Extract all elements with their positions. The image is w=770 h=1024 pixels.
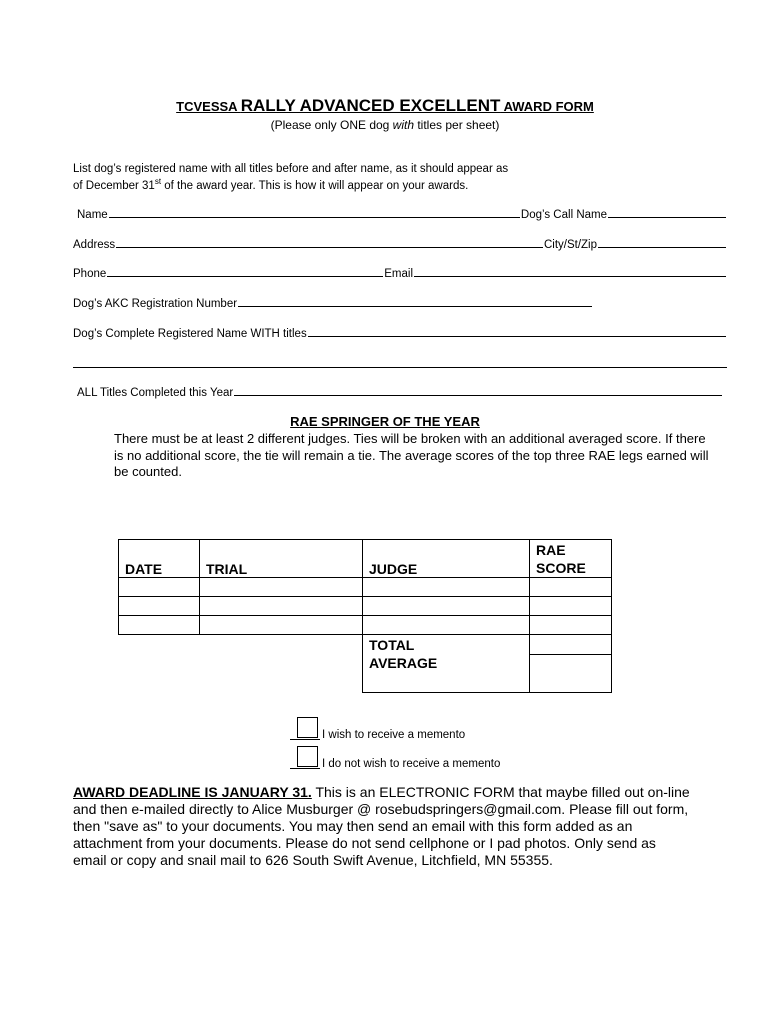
table-cell[interactable] — [119, 597, 200, 616]
address-label: Address — [73, 239, 116, 251]
call-name-field[interactable] — [608, 216, 726, 218]
table-cell[interactable] — [119, 578, 200, 597]
table-cell[interactable] — [200, 578, 363, 597]
name-field[interactable] — [109, 216, 520, 218]
name-label: Name — [77, 209, 108, 221]
phone-label: Phone — [73, 268, 107, 280]
memento-no-row — [290, 744, 500, 770]
memento-yes-checkbox[interactable] — [297, 717, 318, 738]
address-row — [73, 235, 727, 251]
instructions-line-2: of December 31st of the award year. This is how it will appear on your awards. — [73, 177, 469, 192]
city-st-zip-field[interactable] — [598, 246, 726, 248]
rae-score-table — [118, 539, 612, 693]
call-name-label: Dog’s Call Name — [520, 209, 607, 221]
table-cell[interactable] — [200, 616, 363, 635]
table-cell[interactable] — [530, 578, 612, 597]
registered-name-row — [73, 324, 727, 340]
average-label: AVERAGE — [363, 655, 530, 693]
instructions-line-1: List dog’s registered name with all titles before and after name, as it should appear as — [73, 163, 509, 175]
date-header: DATE — [119, 540, 200, 578]
registered-name-label: Dog’s Complete Registered Name WITH titles — [73, 328, 307, 340]
registered-name-field[interactable] — [308, 335, 726, 337]
name-row — [73, 205, 727, 221]
judge-header: JUDGE — [363, 540, 530, 578]
table-cell[interactable] — [530, 597, 612, 616]
deadline-paragraph — [73, 784, 693, 869]
address-field[interactable] — [116, 246, 543, 248]
deadline-text: This is an ELECTRONIC FORM that maybe filled out on-line and then e-mailed directly to Alice Musburger @ rosebudspringers@gmail.com. Please fill out form, then "save as" to your documents. You may then send an email with this form added as an attachment from your documents. Please do not send cellphone or I pad photos. Only send as email or copy and snail mail to 626 South Swift Avenue, Litchfield, MN 55355. — [73, 784, 690, 868]
phone-row — [73, 264, 727, 280]
akc-row — [73, 294, 593, 310]
average-cell[interactable] — [530, 655, 612, 693]
table-cell[interactable] — [200, 597, 363, 616]
all-titles-field[interactable] — [234, 394, 722, 396]
table-cell[interactable] — [119, 616, 200, 635]
all-titles-row — [77, 383, 723, 399]
akc-field[interactable] — [238, 305, 592, 307]
email-label: Email — [384, 268, 414, 280]
memento-yes-row — [290, 715, 465, 741]
section-heading: RAE SPRINGER OF THE YEAR — [290, 414, 480, 429]
rae-score-header: RAE SCORE — [530, 540, 612, 578]
all-titles-label: ALL Titles Completed this Year — [77, 387, 234, 399]
total-cell[interactable] — [530, 635, 612, 655]
akc-label: Dog’s AKC Registration Number — [73, 298, 238, 310]
table-cell[interactable] — [363, 616, 530, 635]
deadline-heading: AWARD DEADLINE IS JANUARY 31. — [73, 784, 312, 800]
total-label: TOTAL — [363, 635, 530, 655]
email-field[interactable] — [414, 275, 726, 277]
trial-header: TRIAL — [200, 540, 363, 578]
city-st-zip-label: City/St/Zip — [543, 239, 597, 251]
form-title: TCVESSA RALLY ADVANCED EXCELLENT AWARD FORM — [176, 96, 594, 115]
registered-name-field-continued[interactable] — [73, 367, 727, 368]
table-cell[interactable] — [363, 578, 530, 597]
form-subtitle: (Please only ONE dog with titles per sheet) — [270, 118, 500, 132]
table-cell[interactable] — [530, 616, 612, 635]
table-cell[interactable] — [363, 597, 530, 616]
phone-field[interactable] — [107, 275, 383, 277]
memento-yes-label: I wish to receive a memento — [322, 729, 466, 741]
memento-no-label: I do not wish to receive a memento — [322, 758, 501, 770]
memento-no-checkbox[interactable] — [297, 746, 318, 767]
section-body: There must be at least 2 different judges. Ties will be broken with an additional averaged score. If there is no additional score, the tie will remain a tie. The average scores of the top three RAE legs earned will be counted. — [114, 431, 709, 479]
